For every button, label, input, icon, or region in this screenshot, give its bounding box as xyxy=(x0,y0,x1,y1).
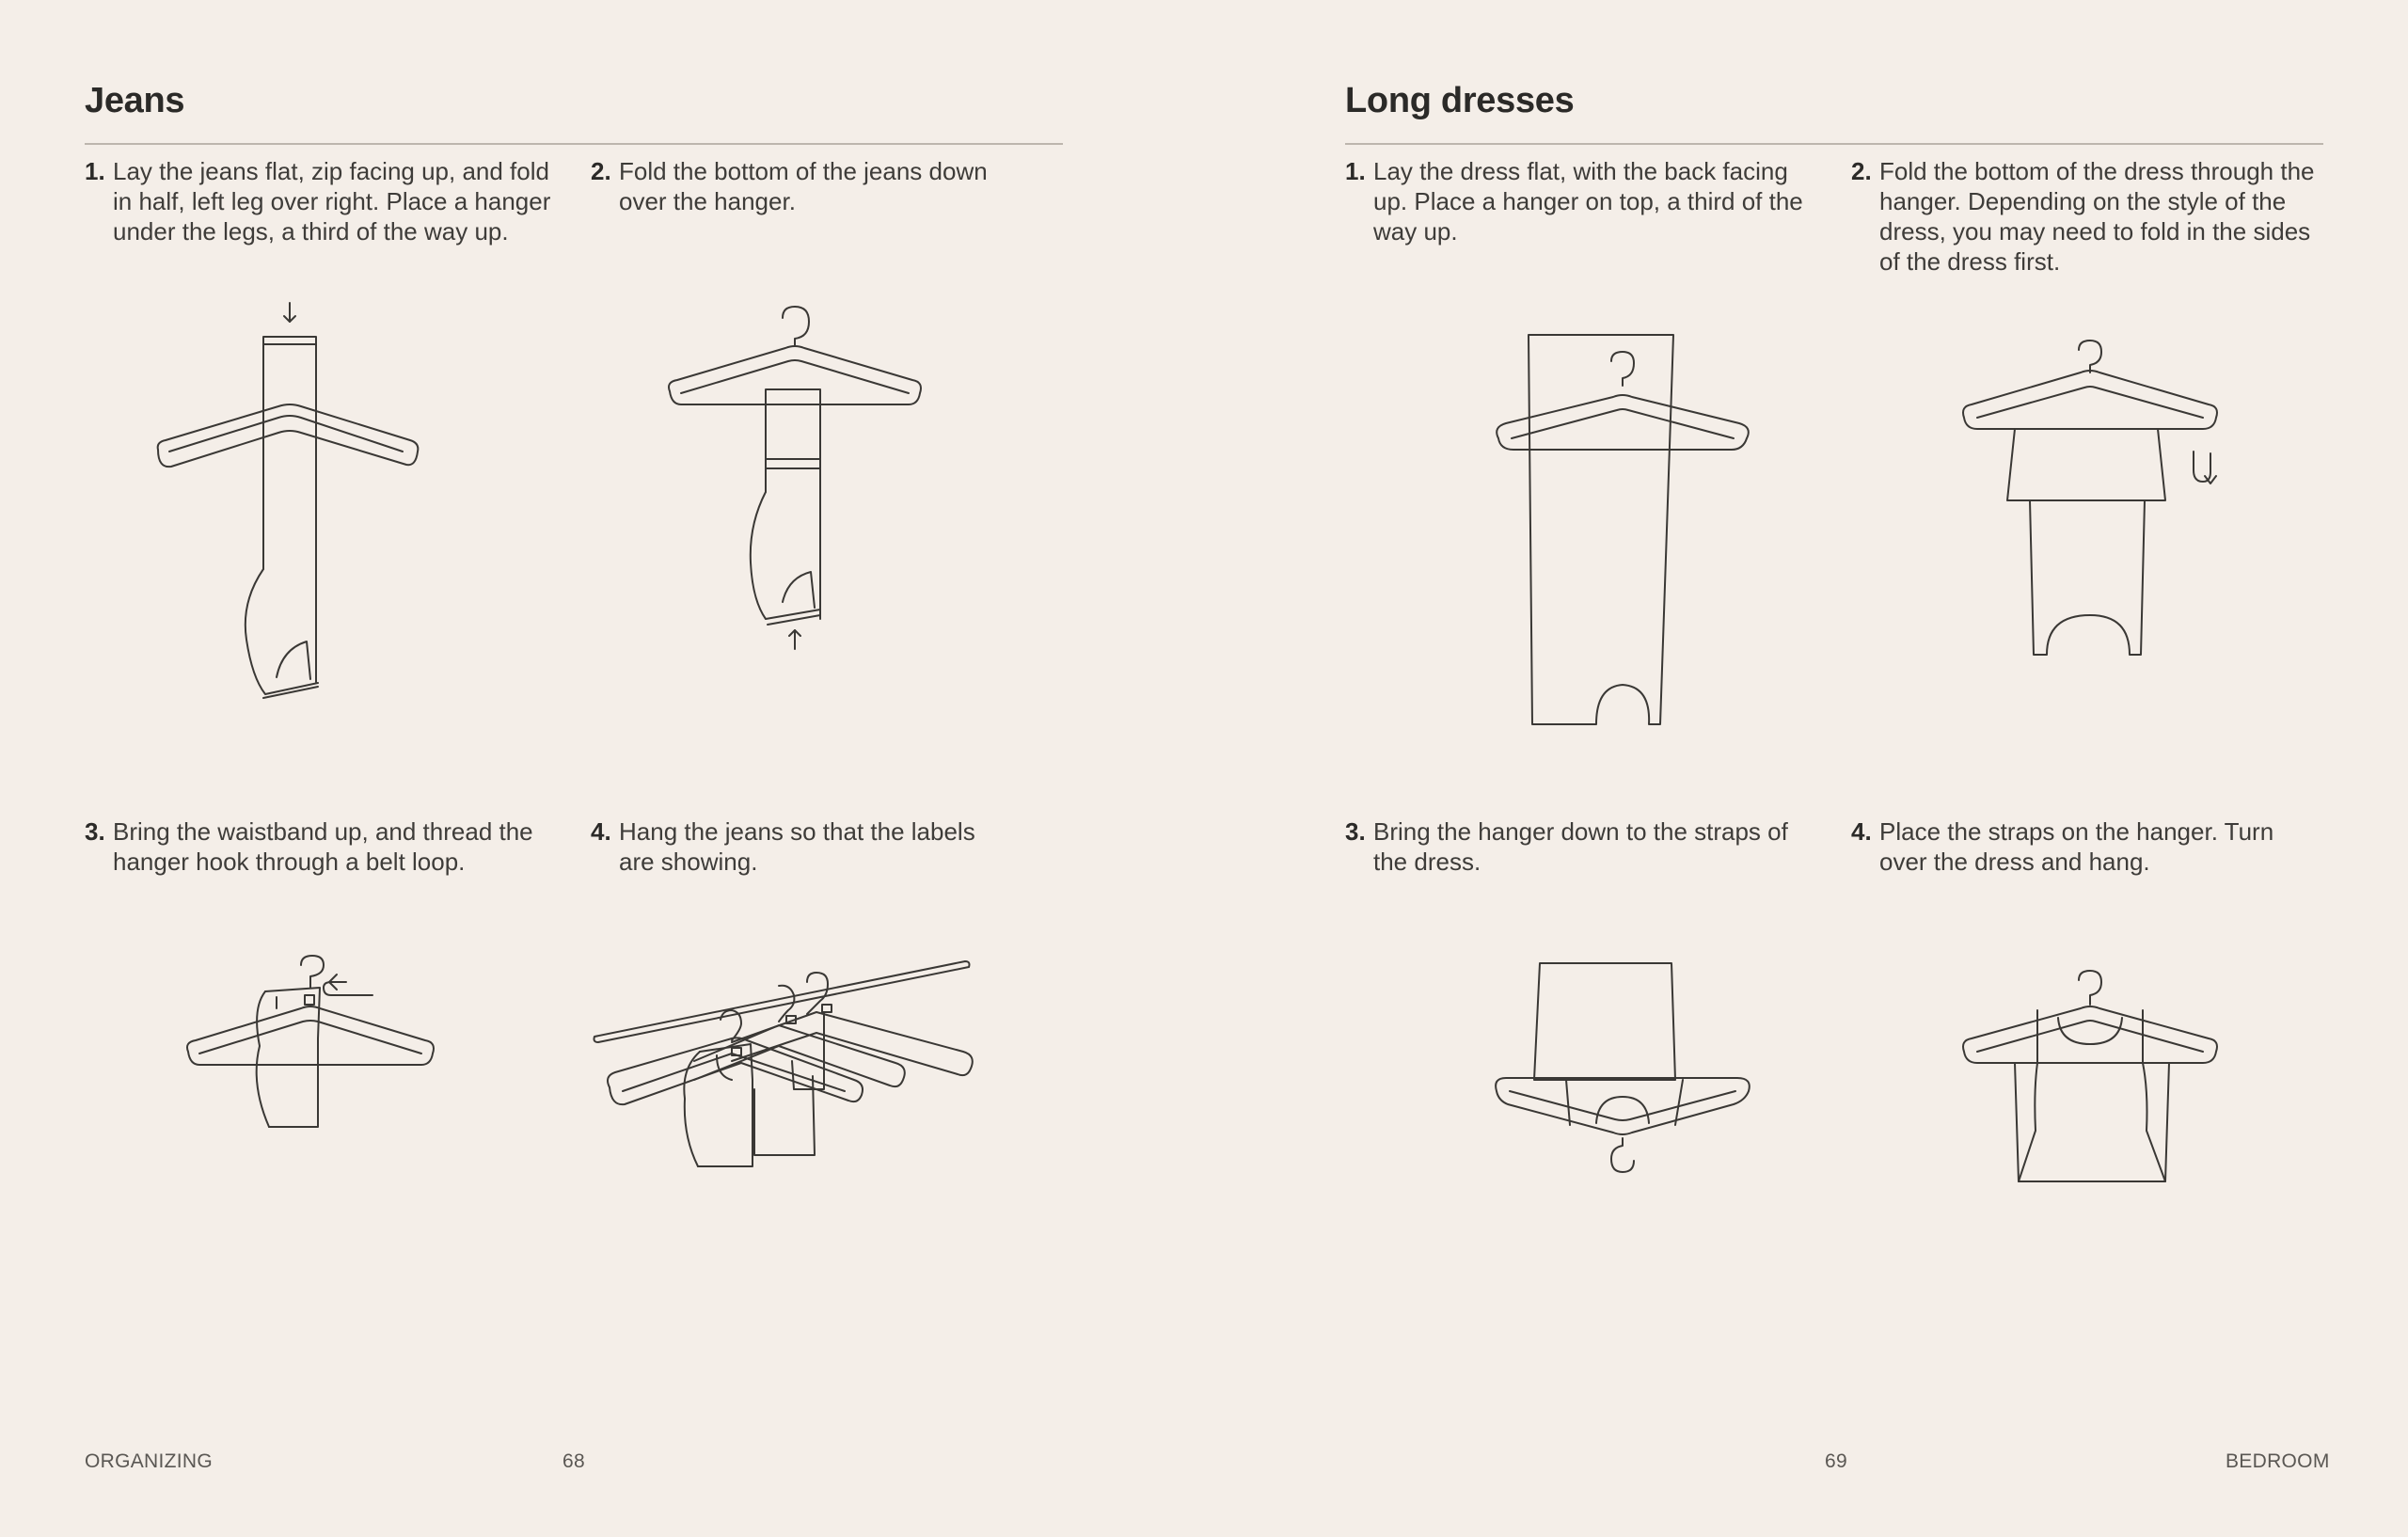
step-number: 3. xyxy=(85,817,105,846)
step-text: Lay the dress flat, with the back facing up. Place a hanger on top, a third of the way up. xyxy=(1373,157,1803,246)
step-number: 2. xyxy=(591,157,611,185)
footer-section-name: ORGANIZING xyxy=(85,1450,214,1472)
jeans-step-2-illustration xyxy=(658,299,931,657)
jeans-step-3 xyxy=(85,816,536,877)
dress-step-2-illustration xyxy=(1956,329,2239,668)
step-number: 4. xyxy=(591,817,611,846)
step-number: 1. xyxy=(85,157,105,185)
dress-step-3-illustration xyxy=(1491,958,1754,1183)
step-text: Lay the jeans flat, zip facing up, and fold in half, left leg over right. Place a hanger under the legs, a third of the way up. xyxy=(113,157,551,246)
step-number: 4. xyxy=(1851,817,1872,846)
step-text: Fold the bottom of the jeans down over the hanger. xyxy=(619,157,988,215)
jeans-step-2 xyxy=(591,156,995,216)
jeans-step-1-illustration xyxy=(150,292,433,705)
jeans-step-4-illustration xyxy=(591,958,1005,1174)
jeans-step-1 xyxy=(85,156,574,246)
footer-page-number: 69 xyxy=(1825,1450,1847,1472)
dress-step-2 xyxy=(1851,156,2321,277)
dress-step-4 xyxy=(1851,816,2303,877)
footer-page-number: 68 xyxy=(562,1450,585,1472)
step-text: Place the straps on the hanger. Turn over the dress and hang. xyxy=(1879,817,2274,876)
section-title-jeans: Jeans xyxy=(85,81,185,120)
step-number: 1. xyxy=(1345,157,1366,185)
step-number: 2. xyxy=(1851,157,1872,185)
step-text: Hang the jeans so that the labels are showing. xyxy=(619,817,975,876)
dress-step-3 xyxy=(1345,816,1797,877)
section-title-long-dresses: Long dresses xyxy=(1345,81,1575,120)
right-page xyxy=(1204,0,2408,1537)
dress-step-4-illustration xyxy=(1956,959,2239,1185)
footer-section-name: BEDROOM xyxy=(2226,1450,2330,1472)
step-number: 3. xyxy=(1345,817,1366,846)
jeans-step-4 xyxy=(591,816,1005,877)
jeans-step-3-illustration xyxy=(179,952,452,1140)
step-text: Bring the waistband up, and thread the hanger hook through a belt loop. xyxy=(113,817,533,876)
title-rule xyxy=(85,143,1063,145)
title-rule xyxy=(1345,143,2323,145)
step-text: Bring the hanger down to the straps of the dress. xyxy=(1373,817,1788,876)
step-text: Fold the bottom of the dress through the hanger. Depending on the style of the dress, you may need to fold in the sides of the dress first. xyxy=(1879,157,2315,276)
dress-step-1 xyxy=(1345,156,1825,246)
dress-step-1-illustration xyxy=(1491,329,1754,734)
